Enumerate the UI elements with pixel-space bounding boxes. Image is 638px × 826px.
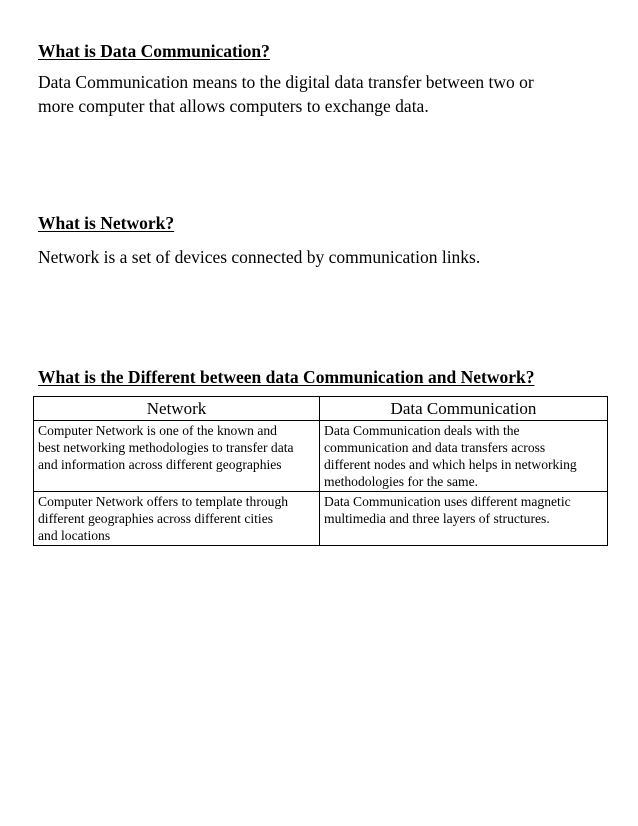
cell-line: and locations	[38, 528, 111, 543]
cell-line: multimedia and three layers of structures.	[324, 511, 550, 526]
cell-line: Data Communication uses different magnetic	[324, 494, 571, 509]
cell-line: different geographies across different cities	[38, 511, 274, 526]
paragraph-line: Network is a set of devices connected by communication links.	[38, 247, 481, 267]
heading-difference: What is the Different between data Communication and Network?	[38, 367, 535, 387]
paragraph-data-communication-definition	[38, 70, 534, 118]
comparison-table	[33, 396, 608, 546]
paragraph-line: Data Communication means to the digital data transfer between two or	[38, 72, 534, 92]
cell-line: Computer Network offers to template through	[38, 494, 289, 509]
heading-data-communication: What is Data Communication?	[38, 41, 270, 61]
column-header-data-communication: Data Communication	[320, 397, 608, 421]
cell-line: Data Communication deals with the	[324, 423, 520, 438]
cell-line: and information across different geographies	[38, 457, 282, 472]
table-row	[34, 492, 608, 546]
table-cell-data-communication	[320, 421, 608, 492]
table-row	[34, 421, 608, 492]
cell-line: communication and data transfers across	[324, 440, 546, 455]
heading-network: What is Network?	[38, 213, 175, 233]
table-cell-data-communication	[320, 492, 608, 546]
cell-line: Computer Network is one of the known and	[38, 423, 277, 438]
cell-line: different nodes and which helps in networking	[324, 457, 577, 472]
table-cell-network	[34, 421, 320, 492]
paragraph-line: more computer that allows computers to exchange data.	[38, 96, 429, 116]
cell-line: best networking methodologies to transfer data	[38, 440, 294, 455]
table-cell-network	[34, 492, 320, 546]
table-header-row	[34, 397, 608, 421]
cell-line: methodologies for the same.	[324, 474, 479, 489]
paragraph-network-definition	[38, 245, 480, 269]
column-header-network: Network	[34, 397, 320, 421]
